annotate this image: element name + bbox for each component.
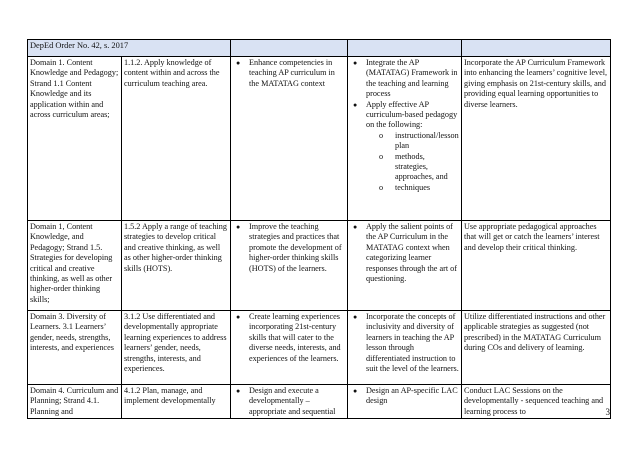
bullet-icon: ● (236, 387, 241, 395)
bullet-icon: ● (236, 313, 241, 321)
header-blank-cell (462, 40, 611, 57)
objective-cell: ● Improve the teaching strategies and practices that promote the development of higher-order thinking skills (HOTS) of the learners. (231, 221, 348, 311)
outcome-cell: Utilize differentiated instructions and other applicable strategies as suggested (not prescribed) in the MATATAG Curriculum during COs and delivery of learning. (462, 311, 611, 385)
activities-cell: ● Apply the salient points of the AP Curriculum in the MATATAG context when categorizing learner responses through the art of questioning. (348, 221, 462, 311)
bullet-icon: ● (353, 313, 358, 321)
bullet-icon: ● (353, 387, 358, 395)
plan-table (27, 39, 611, 419)
indicator-cell: 1.5.2 Apply a range of teaching strategies to develop critical and creative thinking, as well as other higher-order thinking skills (HOTS). (122, 221, 231, 311)
indicator-cell: 1.1.2. Apply knowledge of content within and across the curriculum teaching area. (122, 57, 231, 221)
bullet-icon: ● (353, 59, 358, 67)
outcome-cell: Use appropriate pedagogical approaches that will get or catch the learners’ interest and develop their critical thinking. (462, 221, 611, 311)
sub-bullet-icon: o (379, 130, 384, 140)
domain-cell: Domain 4. Curriculum and Planning; Strand 4.1. Planning and (28, 385, 122, 419)
table-row (28, 311, 611, 385)
domain-cell: Domain 1, Content Knowledge, and Pedagogy; Strand 1.5. Strategies for developing critical and creative thinking, as well as other higher-order thinking skills; (28, 221, 122, 311)
table-row (28, 57, 611, 221)
indicator-cell: 3.1.2 Use differentiated and developmentally appropriate learning experiences to address learners’ gender, needs, strengths, interests, and experiences. (122, 311, 231, 385)
objective-cell: ● Design and execute a developmentally – appropriate and sequential (231, 385, 348, 419)
bullet-icon: ● (236, 59, 241, 67)
bullet-icon: ● (353, 100, 358, 109)
sub-bullet-icon: o (379, 151, 384, 161)
outcome-cell: Incorporate the AP Curriculum Framework into enhancing the learners’ cognitive level, giving emphasis on 21st-century skills, and providing equal learning opportunities to diverse learners. (462, 57, 611, 221)
page-number: 3 (605, 407, 610, 417)
activities-cell: ● Integrate the AP (MATATAG) Framework in the teaching and learning process ● Apply effective AP curriculum-based pedagogy on the following: o instructional/lesson plan o methods, strategies, approaches, and o techniques (348, 57, 462, 221)
bullet-icon: ● (236, 223, 241, 231)
indicator-cell: 4.1.2 Plan, manage, and implement developmentally (122, 385, 231, 419)
header-blank-cell (231, 40, 348, 57)
table-row (28, 385, 611, 419)
header-blank-cell (348, 40, 462, 57)
bullet-icon: ● (353, 223, 358, 231)
activities-cell: ● Design an AP-specific LAC design (348, 385, 462, 419)
outcome-cell: Conduct LAC Sessions on the developmentally - sequenced teaching and learning process to (462, 385, 611, 419)
domain-cell: Domain 3. Diversity of Learners. 3.1 Learners’ gender, needs, strengths, interests, and experiences (28, 311, 122, 385)
deped-order-header: DepEd Order No. 42, s. 2017 (28, 40, 231, 57)
table-header-row (28, 40, 611, 57)
objective-cell: ● Create learning experiences incorporating 21st-century skills that will cater to the diverse needs, interests, and experiences of the learners. (231, 311, 348, 385)
activities-cell: ● Incorporate the concepts of inclusivity and diversity of learners in teaching the AP lesson through differentiated instruction to suit the level of the learners. (348, 311, 462, 385)
table-row (28, 221, 611, 311)
domain-cell: Domain 1. Content Knowledge and Pedagogy; Strand 1.1 Content Knowledge and its application within and across curriculum areas; (28, 57, 122, 221)
objective-cell: ● Enhance competencies in teaching AP curriculum in the MATATAG context (231, 57, 348, 221)
sub-bullet-icon: o (379, 182, 384, 192)
